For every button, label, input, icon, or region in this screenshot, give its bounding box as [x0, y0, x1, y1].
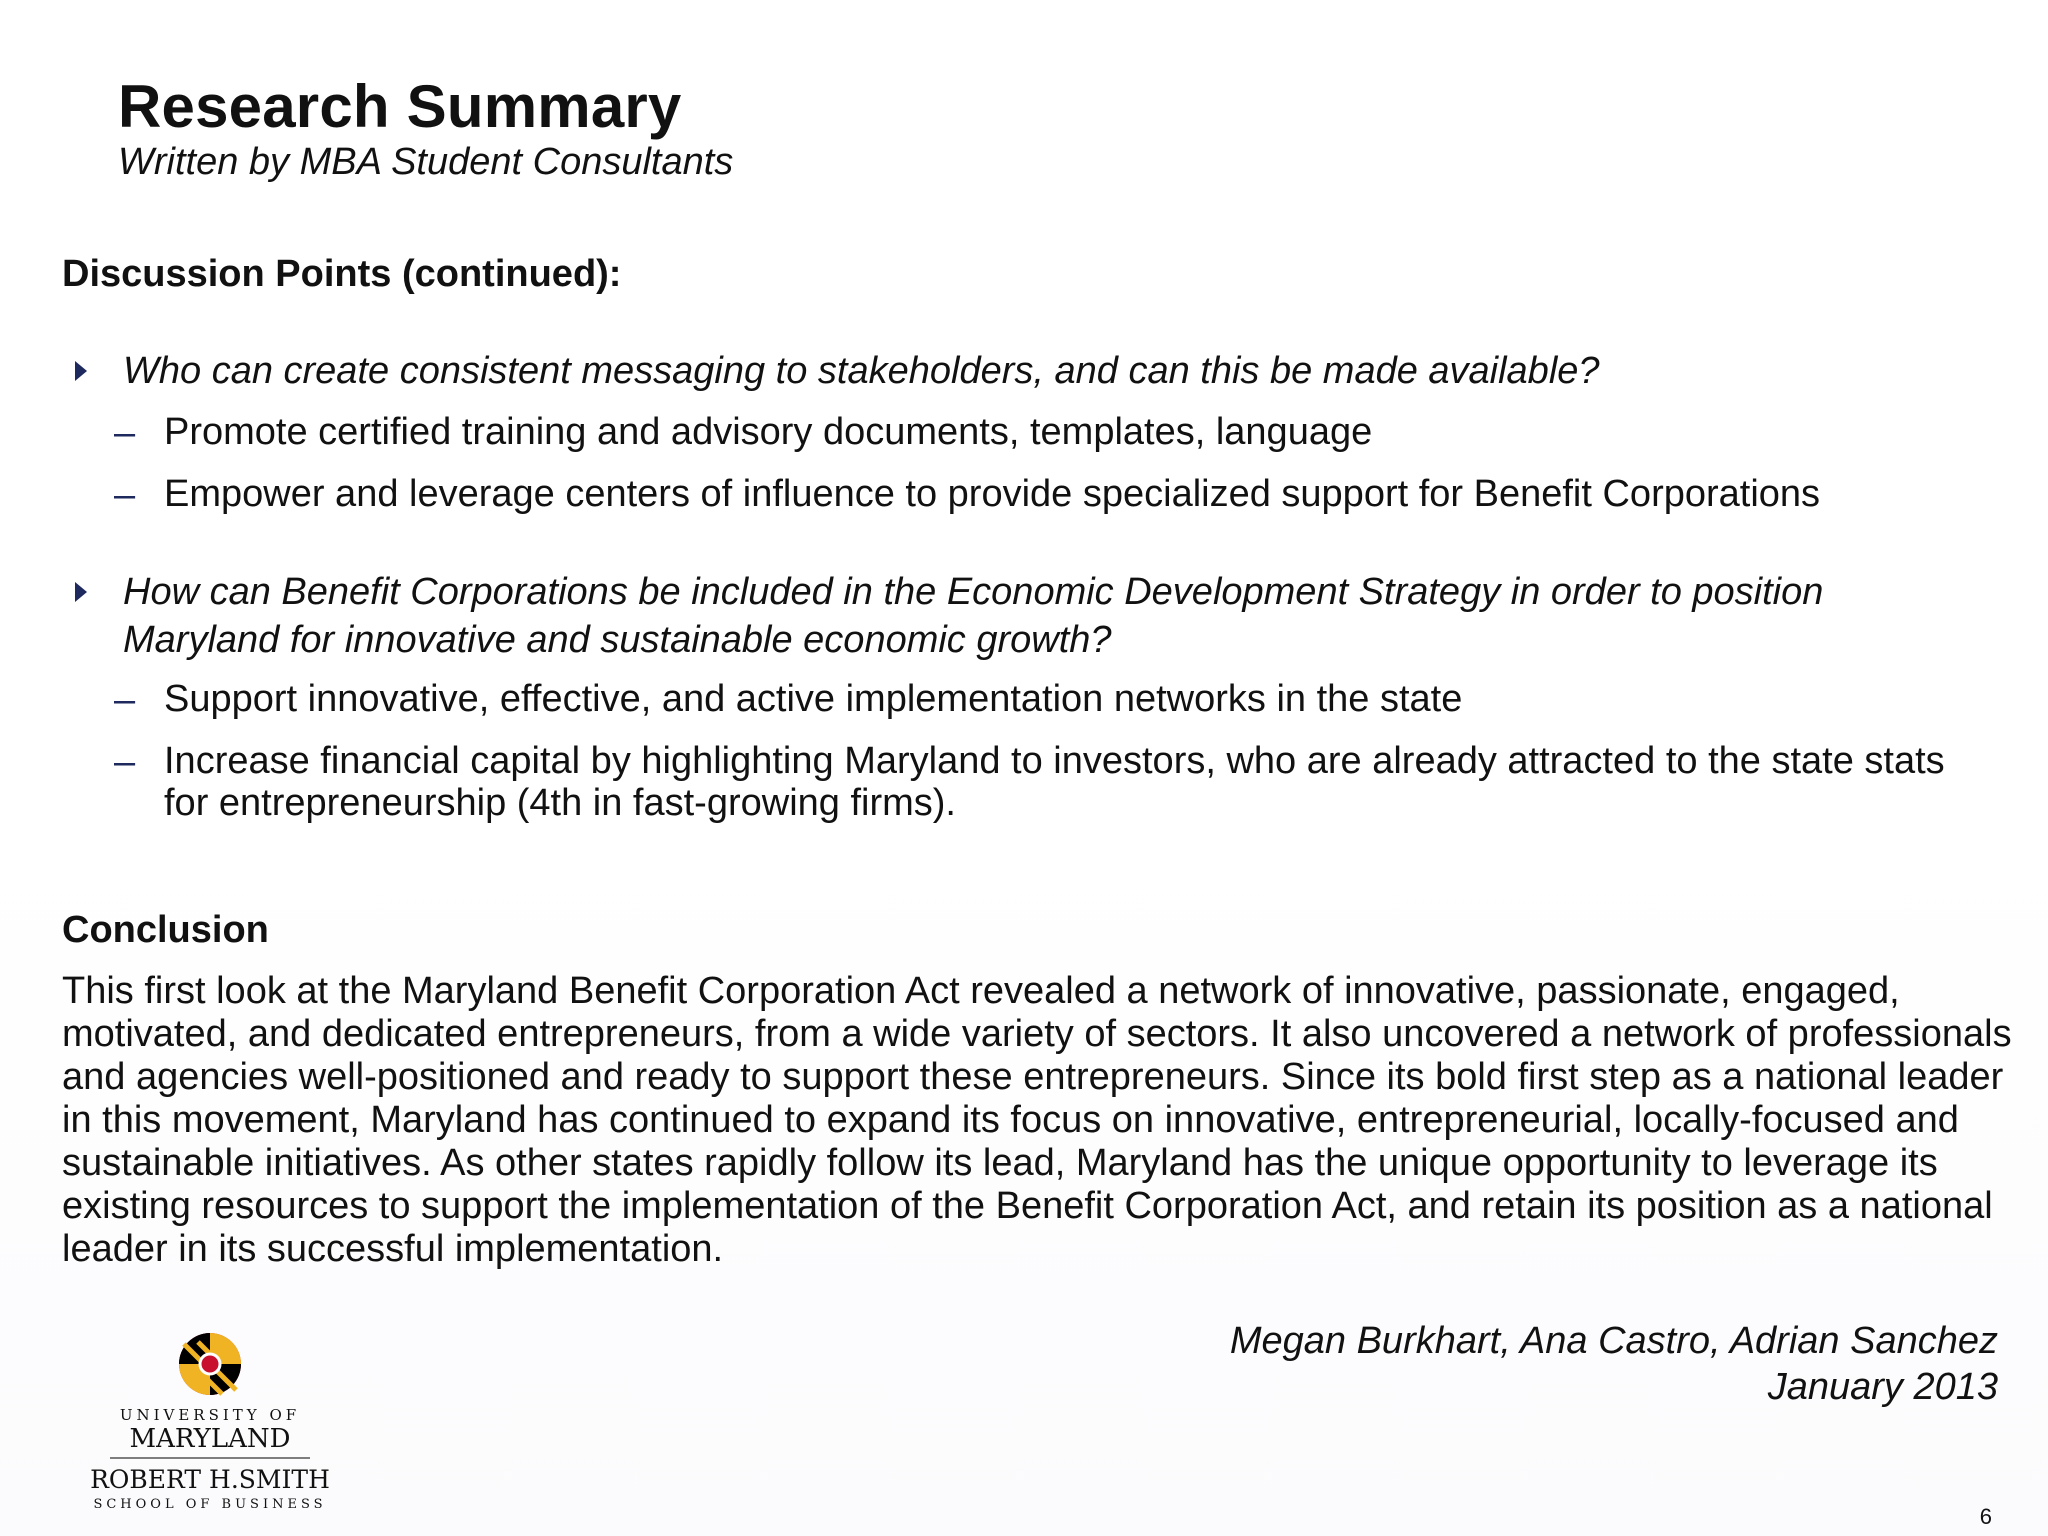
logo-line-smith: ROBERT H.SMITH — [90, 1465, 330, 1494]
author-block — [1230, 1318, 1998, 1410]
page-subtitle: Written by MBA Student Consultants — [118, 141, 734, 183]
sub-point — [114, 411, 1994, 455]
university-logo — [80, 1330, 350, 1530]
authors-names: Megan Burkhart, Ana Castro, Adrian Sanchez — [1229, 1320, 1998, 1362]
dash-bullet: – — [114, 741, 136, 783]
slide-header — [118, 74, 733, 184]
conclusion-paragraph: This first look at the Maryland Benefit Corporation Act revealed a network of innovative, passionate, engaged, motivated, and dedicated entrepreneurs, from a wide variety of sectors. It also uncovered a network of professionals and agencies well-positioned and ready to support these entrepreneurs. Since its bold first step as a national leader in this movement, Maryland has continued to expand its focus on innovative, entrepreneurial, locally-focused and sustainable initiatives. As other states rapidly follow its lead, Maryland has the unique opportunity to leverage its existing resources to support the implementation of the Benefit Corporation Act, and retain its position as a national leader in its successful implementation. — [62, 970, 2012, 1270]
sub-point-text: Promote certified training and advisory documents, templates, language — [164, 411, 1373, 453]
page-title: Research Summary — [118, 73, 682, 140]
dash-bullet: – — [114, 474, 136, 516]
logo-line-university: UNIVERSITY OF — [119, 1406, 301, 1424]
discussion-heading: Discussion Points (continued): — [62, 253, 622, 295]
sub-point — [114, 740, 1994, 824]
question-item — [70, 568, 1970, 664]
logo-line-maryland: MARYLAND — [129, 1424, 291, 1454]
question-item — [70, 347, 1970, 395]
publication-date: January 2013 — [1767, 1366, 1998, 1408]
dash-bullet: – — [114, 679, 136, 721]
dash-bullet: – — [114, 412, 136, 454]
conclusion-heading: Conclusion — [62, 909, 269, 951]
page-number: 6 — [1979, 1504, 1992, 1529]
triangle-bullet-icon — [75, 582, 87, 602]
question-text: Who can create consistent messaging to stakeholders, and can this be made available? — [123, 350, 1600, 392]
question-text: How can Benefit Corporations be included in the Economic Development Strategy in order to position Maryland for innovative and sustainable economic growth? — [123, 571, 1824, 661]
sub-point-text: Increase financial capital by highlighting Maryland to investors, who are already attracted to the state stats for entrepreneurship (4th in fast-growing firms). — [164, 740, 1945, 824]
sub-point — [114, 473, 1994, 517]
sub-point — [114, 678, 1994, 722]
triangle-bullet-icon — [75, 361, 87, 381]
maryland-seal-icon — [179, 1333, 241, 1395]
logo-line-school: SCHOOL OF BUSINESS — [93, 1497, 327, 1512]
sub-point-text: Support innovative, effective, and active implementation networks in the state — [164, 678, 1463, 720]
sub-point-text: Empower and leverage centers of influence to provide specialized support for Benefit Corporations — [164, 473, 1821, 515]
